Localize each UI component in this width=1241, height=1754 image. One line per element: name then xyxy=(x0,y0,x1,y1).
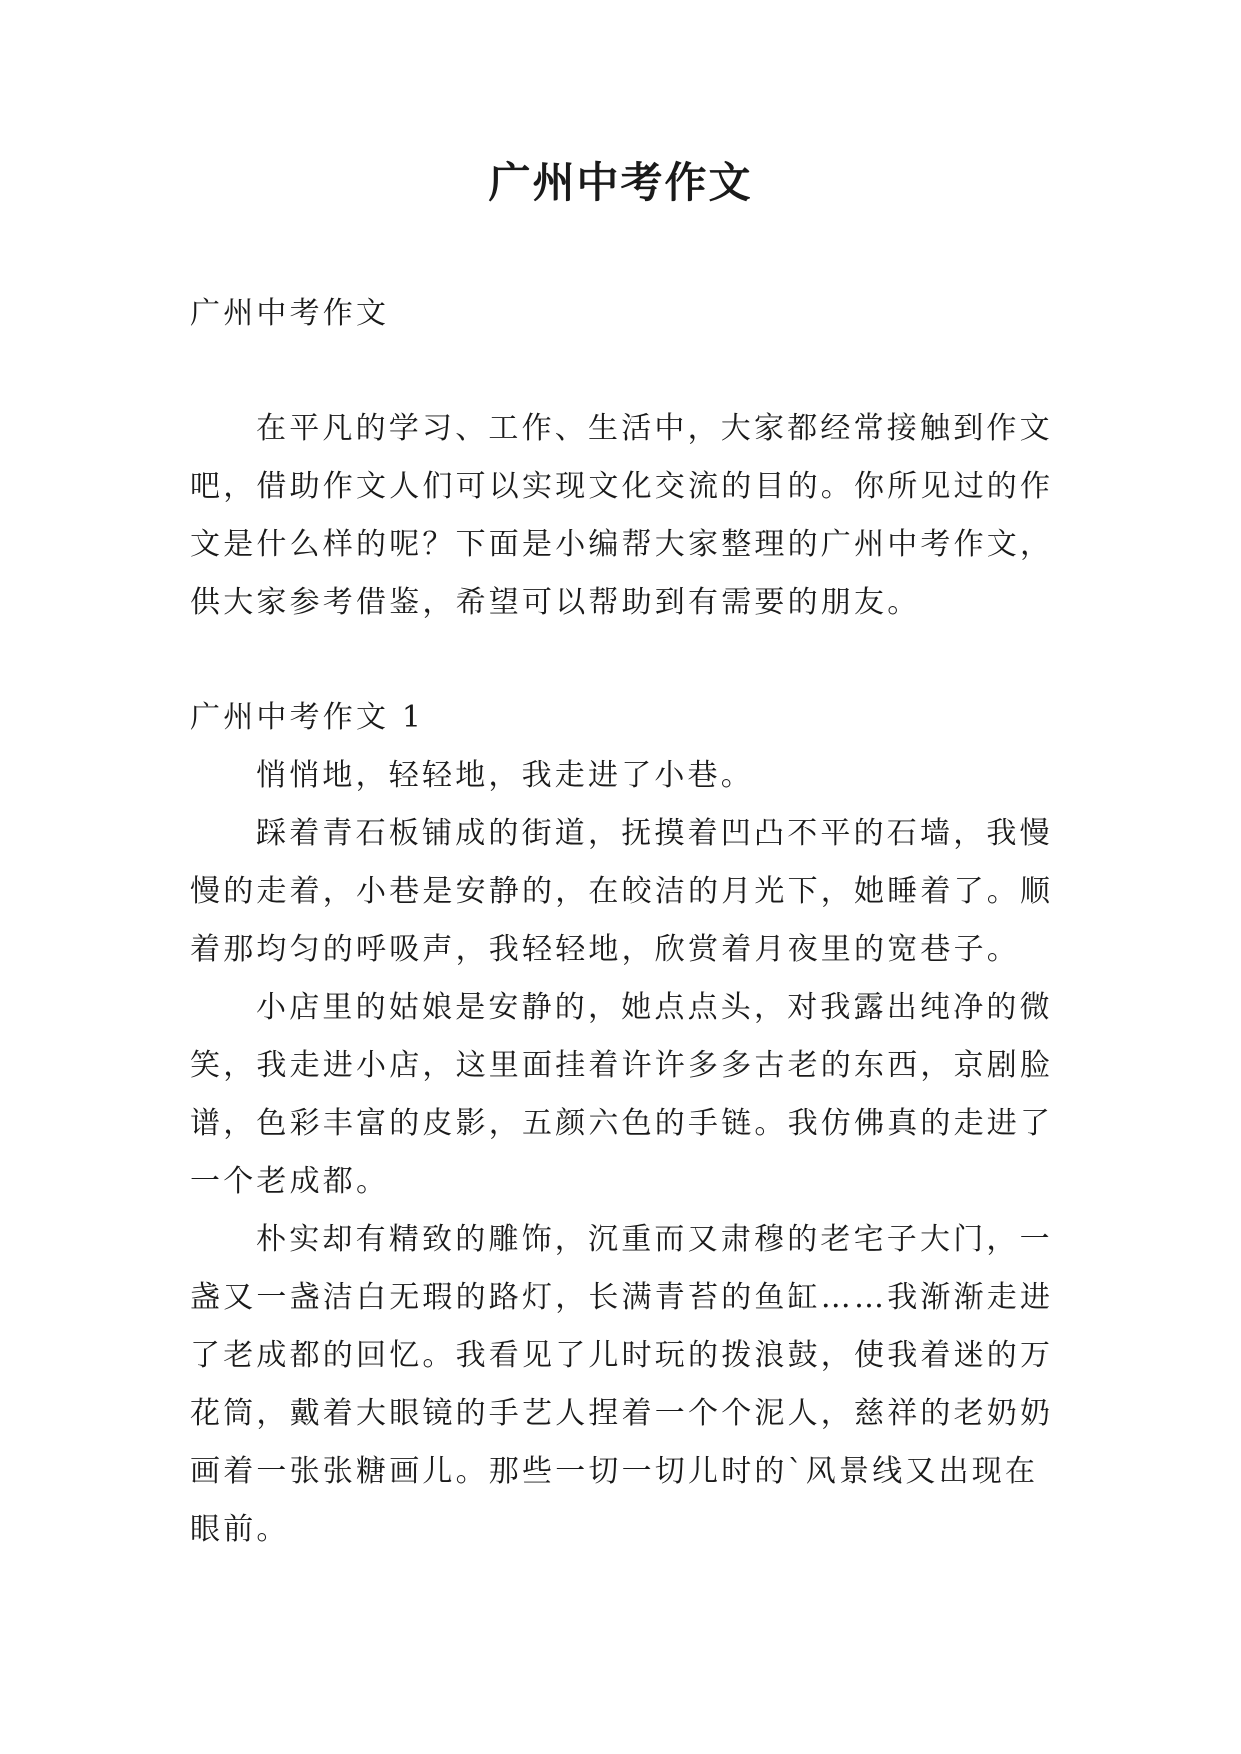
body-paragraph: 踩着青石板铺成的街道，抚摸着凹凸不平的石墙，我慢慢的走着，小巷是安静的，在皎洁的月光下，她睡着了。顺着那均匀的呼吸声，我轻轻地，欣赏着月夜里的宽巷子。 xyxy=(190,816,1054,967)
document-body xyxy=(190,285,1060,1559)
body-paragraph: 悄悄地，轻轻地，我走进了小巷。 xyxy=(256,758,754,793)
body-paragraph: 小店里的姑娘是安静的，她点点头，对我露出纯净的微笑，我走进小店，这里面挂着许许多多古老的东西，京剧脸谱，色彩丰富的皮影，五颜六色的手链。我仿佛真的走进了一个老成都。 xyxy=(190,990,1054,1199)
document-title: 广州中考作文 xyxy=(488,158,753,207)
document-subtitle: 广州中考作文 xyxy=(190,296,390,331)
section-heading: 广州中考作文 1 xyxy=(190,700,425,735)
intro-paragraph: 在平凡的学习、工作、生活中，大家都经常接触到作文吧，借助作文人们可以实现文化交流的目的。你所见过的作文是什么样的呢？下面是小编帮大家整理的广州中考作文，供大家参考借鉴，希望可以帮助到有需要的朋友。 xyxy=(190,411,1054,620)
body-paragraph: 朴实却有精致的雕饰，沉重而又肃穆的老宅子大门，一盏又一盏洁白无瑕的路灯，长满青苔的鱼缸……我渐渐走进了老成都的回忆。我看见了儿时玩的拨浪鼓，使我着迷的万花筒，戴着大眼镜的手艺人捏着一个个泥人，慈祥的老奶奶画着一张张糖画儿。那些一切一切儿时的`风景线又出现在眼前。 xyxy=(190,1222,1054,1547)
